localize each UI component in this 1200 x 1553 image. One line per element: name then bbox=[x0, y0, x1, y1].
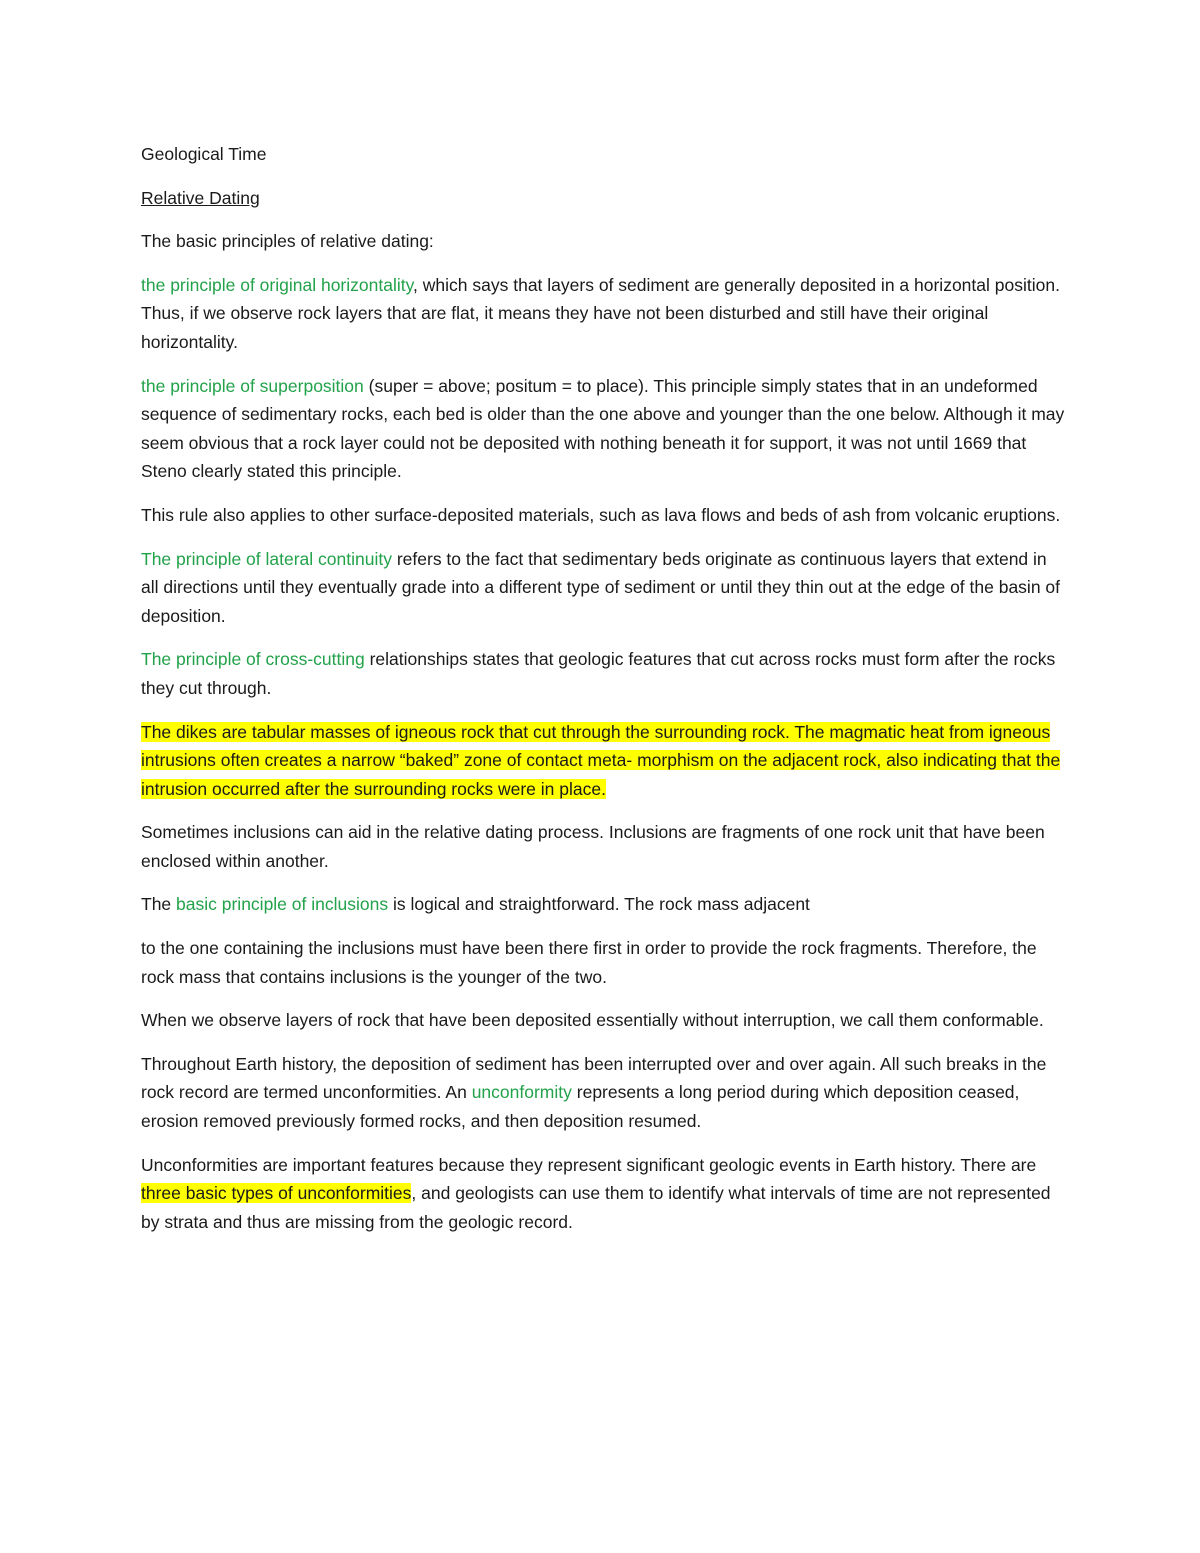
paragraph-cross-cutting bbox=[141, 645, 1066, 702]
paragraph-dikes bbox=[141, 718, 1066, 804]
term-inclusions: basic principle of inclusions bbox=[176, 894, 389, 915]
intro-paragraph: The basic principles of relative dating: bbox=[141, 231, 434, 252]
document-title: Geological Time bbox=[141, 144, 267, 164]
paragraph-text: is logical and straightforward. The rock mass adjacent bbox=[388, 894, 810, 915]
term-cross-cutting: The principle of cross-cutting bbox=[141, 649, 365, 670]
paragraph-text: Unconformities are important features because they represent significant geologic events in Earth history. There are bbox=[141, 1154, 1037, 1175]
paragraph-conformable: When we observe layers of rock that have been deposited essentially without interruption, we call them conformable. bbox=[141, 1010, 1044, 1031]
paragraph-text: , and geologists can use them to identify what intervals of time are not represented by strata and thus are missing from the geologic record. bbox=[141, 1183, 1051, 1232]
paragraph-inclusions-principle bbox=[141, 890, 1066, 919]
paragraph-inclusions-continued: to the one containing the inclusions must have been there first in order to provide the rock fragments. Therefore, the rock mass that contains inclusions is the younger of the two. bbox=[141, 938, 1037, 987]
term-superposition: the principle of superposition bbox=[141, 375, 364, 396]
term-original-horizontality: the principle of original horizontality bbox=[141, 274, 414, 295]
paragraph-original-horizontality bbox=[141, 271, 1066, 357]
paragraph-text: represents a long period during which deposition ceased, erosion removed previously formed rocks, and then deposition resumed. bbox=[141, 1082, 1020, 1132]
paragraph-text: The bbox=[141, 894, 177, 915]
section-heading: Relative Dating bbox=[141, 187, 260, 208]
paragraph-inclusions-intro: Sometimes inclusions can aid in the relative dating process. Inclusions are fragments of one rock unit that have been enclosed within another. bbox=[141, 822, 1045, 871]
paragraph-lateral-continuity bbox=[141, 545, 1066, 631]
paragraph-text: refers to the fact that sedimentary beds originate as continuous layers that extend in all directions until they eventually grade into a different type of sediment or until they thin out at the edge of the basin of deposition. bbox=[141, 548, 1061, 626]
paragraph-text: relationships states that geologic features that cut across rocks must form after the rocks they cut through. bbox=[141, 649, 1056, 698]
paragraph-unconformity-types bbox=[141, 1151, 1066, 1237]
document-page bbox=[141, 140, 1066, 1251]
paragraph-text: (super = above; positum = to place). This principle simply states that in an undeformed sequence of sedimentary rocks, each bed is older than the one above and younger than the one below. Although it may seem obvious that a rock layer could not be deposited with nothing beneath it for support, it was not until 1669 that Steno clearly stated this principle. bbox=[141, 375, 1065, 482]
paragraph-superposition bbox=[141, 372, 1066, 486]
term-unconformity: unconformity bbox=[471, 1082, 572, 1103]
highlighted-dikes-text: The dikes are tabular masses of igneous rock that cut through the surrounding rock. The magmatic heat from igneous intrusions often creates a narrow “baked” zone of contact meta- morphism on the adjacent rock, also indicating that the intrusion occurred after the surrounding rocks were in place. bbox=[141, 721, 1061, 799]
paragraph-text: , which says that layers of sediment are generally deposited in a horizontal position. Thus, if we observe rock layers that are flat, it means they have not been disturbed and still have their original horizontality. bbox=[141, 274, 1060, 352]
paragraph-surface-deposits: This rule also applies to other surface-deposited materials, such as lava flows and beds of ash from volcanic eruptions. bbox=[141, 504, 1061, 525]
term-lateral-continuity: The principle of lateral continuity bbox=[141, 548, 392, 569]
paragraph-unconformity bbox=[141, 1050, 1066, 1136]
paragraph-text: Throughout Earth history, the deposition of sediment has been interrupted over and over again. All such breaks in the rock record are termed unconformities. An bbox=[141, 1053, 1047, 1103]
highlighted-unconformity-types: three basic types of unconformities bbox=[141, 1183, 412, 1204]
